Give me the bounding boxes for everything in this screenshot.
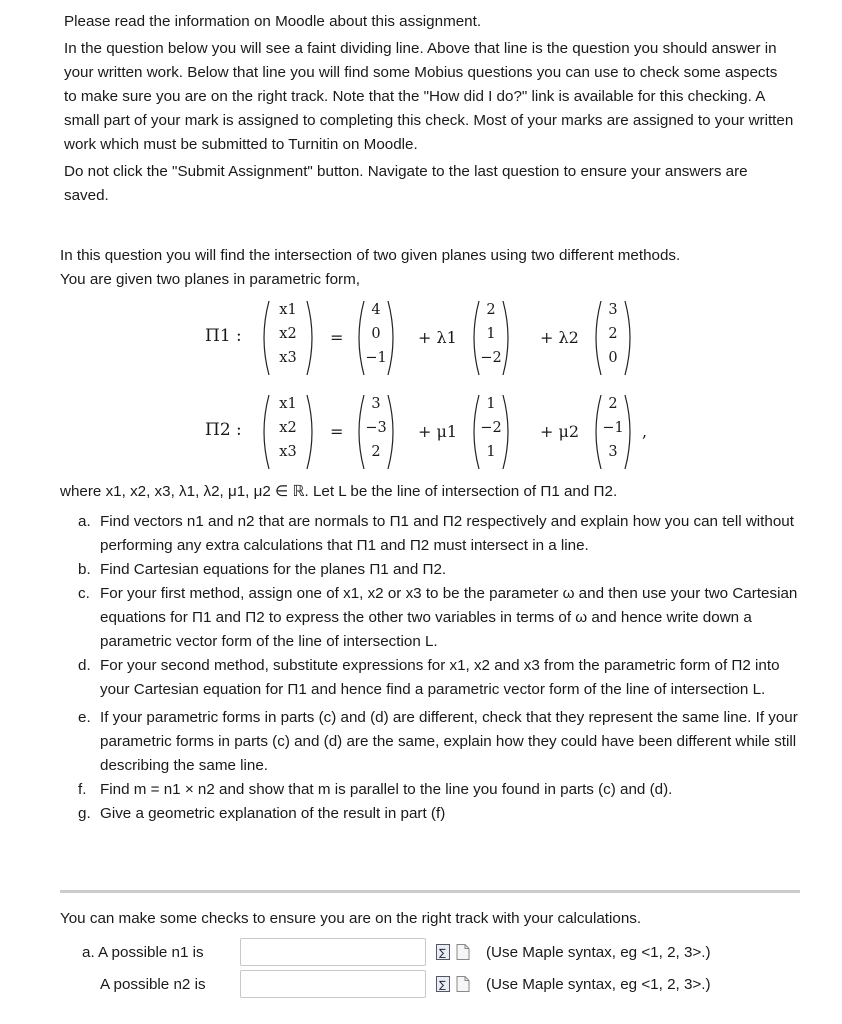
base-point-vector bbox=[355, 392, 397, 472]
n1-label: a. A possible n1 is bbox=[82, 944, 204, 961]
question-part bbox=[78, 654, 798, 702]
question-parts-list bbox=[78, 510, 798, 826]
equals-sign: = bbox=[330, 328, 344, 347]
direction-vector-2 bbox=[592, 392, 634, 472]
position-vector bbox=[260, 392, 316, 472]
parameter-2: + λ2 bbox=[540, 328, 579, 347]
plane-label: Π1 : bbox=[205, 326, 242, 346]
vector-entry: 2 bbox=[608, 396, 618, 412]
question-intro bbox=[60, 244, 800, 292]
part-text: For your first method, assign one of x1, x2 or x3 to be the parameter ω and then use your two Cartesian equations for Π1 and Π2 to express the other two variables in terms of ω and hence write down a parametric vector form of the line of intersection L. bbox=[100, 585, 798, 650]
checks-lead-text: You can make some checks to ensure you are on the right track with your calculations. bbox=[60, 910, 642, 927]
vector-entry: x3 bbox=[279, 444, 297, 460]
vector-entry: −1 bbox=[365, 350, 387, 366]
vector-entry: 3 bbox=[608, 302, 618, 318]
question-paragraph-2: You are given two planes in parametric form, bbox=[60, 271, 360, 288]
parameter-2: + μ2 bbox=[540, 422, 580, 441]
plane-label: Π2 : bbox=[205, 420, 242, 440]
equation-editor-icon[interactable] bbox=[436, 976, 450, 992]
vector-entry: 0 bbox=[371, 326, 381, 342]
normal-n1-row bbox=[60, 938, 820, 968]
part-letter: b. bbox=[78, 561, 91, 578]
parameter-1: + λ1 bbox=[418, 328, 457, 347]
question-part bbox=[78, 582, 798, 654]
part-letter: g. bbox=[78, 805, 91, 822]
vector-entry: x2 bbox=[279, 420, 297, 436]
equals-sign: = bbox=[330, 422, 344, 441]
vector-entry: x1 bbox=[279, 302, 297, 318]
vector-entry: x3 bbox=[279, 350, 297, 366]
vector-entry: −3 bbox=[365, 420, 387, 436]
part-letter: c. bbox=[78, 585, 90, 602]
parameter-1: + μ1 bbox=[418, 422, 458, 441]
vector-entry: 2 bbox=[486, 302, 496, 318]
intro-paragraph-1: Please read the information on Moodle about this assignment. bbox=[64, 13, 482, 30]
vector-entry: −2 bbox=[480, 350, 502, 366]
question-part bbox=[78, 706, 798, 778]
vector-entry: 4 bbox=[371, 302, 381, 318]
preview-icon[interactable] bbox=[456, 944, 470, 960]
question-part bbox=[78, 558, 798, 582]
vector-entry: 2 bbox=[371, 444, 381, 460]
vector-entry: −1 bbox=[602, 420, 624, 436]
part-text: For your second method, substitute expressions for x1, x2 and x3 from the parametric form of Π2 into your Cartesian equation for Π1 and hence find a parametric vector form of the line of intersection L. bbox=[100, 657, 780, 698]
n1-answer-input[interactable] bbox=[240, 938, 426, 966]
where-text: where x1, x2, x3, λ1, λ2, μ1, μ2 ∈ ℝ. Let L be the line of intersection of Π1 and Π2. bbox=[60, 483, 618, 500]
vector-entry: 3 bbox=[608, 444, 618, 460]
intro-paragraph-3: Do not click the "Submit Assignment" button. Navigate to the last question to ensure your answers are saved. bbox=[64, 163, 748, 204]
comma: , bbox=[642, 422, 648, 441]
equation-editor-icon[interactable] bbox=[436, 944, 450, 960]
vector-entry: x2 bbox=[279, 326, 297, 342]
question-part bbox=[78, 510, 798, 558]
assignment-instructions bbox=[64, 10, 794, 211]
svg-text:∑: ∑ bbox=[439, 948, 446, 959]
part-letter: a. bbox=[78, 513, 91, 530]
plane-2-equation bbox=[0, 392, 842, 474]
vector-entry: 0 bbox=[608, 350, 618, 366]
n1-syntax-hint: (Use Maple syntax, eg <1, 2, 3>.) bbox=[486, 944, 711, 961]
part-text: If your parametric forms in parts (c) and (d) are different, check that they represent the same line. If your parametric forms in parts (c) and (d) are the same, explain how they could have been different while still describing the same line. bbox=[100, 709, 798, 774]
part-text: Find vectors n1 and n2 that are normals to Π1 and Π2 respectively and explain how you can tell without performing any extra calculations that Π1 and Π2 must intersect in a line. bbox=[100, 513, 794, 554]
preview-icon[interactable] bbox=[456, 976, 470, 992]
vector-entry: 2 bbox=[608, 326, 618, 342]
n2-answer-input[interactable] bbox=[240, 970, 426, 998]
part-text: Find m = n1 × n2 and show that m is parallel to the line you found in parts (c) and (d). bbox=[100, 781, 673, 798]
direction-vector-2 bbox=[592, 298, 634, 378]
svg-text:∑: ∑ bbox=[439, 980, 446, 991]
section-divider bbox=[60, 890, 800, 893]
vector-entry: 3 bbox=[371, 396, 381, 412]
plane-1-equation bbox=[0, 298, 842, 380]
intro-paragraph-2: In the question below you will see a faint dividing line. Above that line is the question you should answer in your written work. Below that line you will find some Mobius questions you can use to check some aspects to make sure you are on the right track. Note that the "How did I do?" link is available for this checking. A small part of your mark is assigned to completing this check. Most of your marks are assigned to your written work which must be submitted to Turnitin on Moodle. bbox=[64, 40, 794, 153]
part-text: Find Cartesian equations for the planes Π1 and Π2. bbox=[100, 561, 447, 578]
base-point-vector bbox=[355, 298, 397, 378]
mobius-checks bbox=[60, 908, 820, 993]
vector-entry: 1 bbox=[486, 396, 496, 412]
vector-entry: x1 bbox=[279, 396, 297, 412]
direction-vector-1 bbox=[470, 392, 512, 472]
part-letter: f. bbox=[78, 781, 87, 798]
part-letter: d. bbox=[78, 657, 91, 674]
part-text: Give a geometric explanation of the result in part (f) bbox=[100, 805, 446, 822]
vector-entry: 1 bbox=[486, 326, 496, 342]
n2-syntax-hint: (Use Maple syntax, eg <1, 2, 3>.) bbox=[486, 976, 711, 993]
vector-entry: 1 bbox=[486, 444, 496, 460]
vector-entry: −2 bbox=[480, 420, 502, 436]
question-part bbox=[78, 802, 798, 826]
question-paragraph-1: In this question you will find the intersection of two given planes using two different methods. bbox=[60, 247, 681, 264]
where-clause bbox=[60, 480, 800, 504]
question-part bbox=[78, 778, 798, 802]
position-vector bbox=[260, 298, 316, 378]
normal-n2-row bbox=[60, 970, 820, 1000]
direction-vector-1 bbox=[470, 298, 512, 378]
n2-label: A possible n2 is bbox=[100, 976, 206, 993]
part-letter: e. bbox=[78, 709, 91, 726]
